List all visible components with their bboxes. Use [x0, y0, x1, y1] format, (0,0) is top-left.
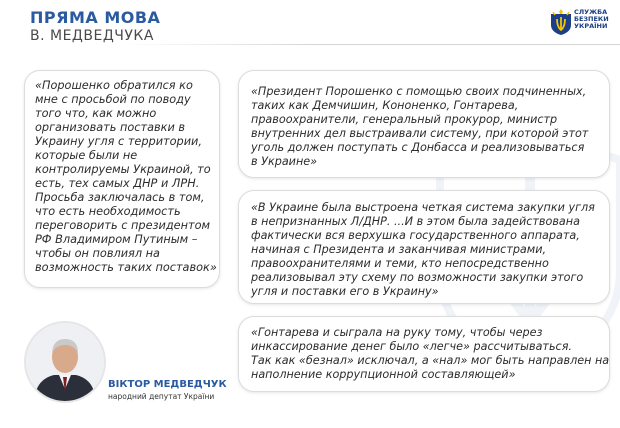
quote-line: уголь должен поступать с Донбасса и реализовываться: [251, 141, 585, 154]
person-name: ВІКТОР МЕДВЕДЧУК: [108, 379, 227, 390]
quote-line: переговорить с президентом: [35, 219, 211, 232]
quote-line: правоохранители, генеральный прокурор, министр: [251, 113, 558, 126]
logo-line: БЕЗПЕКИ: [574, 15, 609, 23]
quote-line: организовать поставки в: [35, 121, 186, 134]
quote-line: контролируемы Украиной, то: [35, 163, 211, 176]
quote-line: которые были не: [35, 149, 138, 162]
logo-line: СЛУЖБА: [574, 8, 608, 16]
person-photo-icon: [26, 323, 104, 401]
trident-shield-icon: [550, 8, 572, 36]
logo-line: УКРАЇНИ: [574, 22, 608, 30]
quote-line: что есть необходимость: [35, 205, 181, 218]
quote-card-left: [24, 70, 220, 288]
quote-line: начиная с Президента и заканчивая министрами,: [251, 243, 547, 256]
header-divider: [120, 44, 620, 45]
quote-line: РФ Владимиром Путиным –: [35, 233, 198, 246]
page-title: ПРЯМА МОВА: [30, 8, 161, 27]
quote-line: таких как Демчишин, Кононенко, Гонтарева,: [251, 99, 519, 112]
quote-line: угля и поставки его в Украину»: [251, 285, 439, 298]
quote-card-right-2: [238, 190, 610, 304]
quote-line: «Президент Порошенко с помощью своих подчиненных,: [251, 85, 587, 98]
quote-line: возможность таких поставок»: [35, 261, 217, 274]
person-role: народний депутат України: [108, 392, 215, 401]
quote-line: «Гонтарева и сыграла на руку тому, чтобы через: [251, 326, 543, 339]
quote-line: Украину угля с территории,: [35, 135, 202, 148]
quote-line: того что, как можно: [35, 107, 157, 120]
sbu-logo: [550, 8, 614, 38]
quote-line: наполнение коррупционной составляющей»: [251, 368, 516, 381]
quote-card-right-3: [238, 316, 610, 392]
quote-line: чтобы он повлиял на: [35, 247, 160, 260]
quote-line: есть, тех самых ДНР и ЛРН.: [35, 177, 200, 190]
quote-line: Так как «безнал» исключал, а «нал» мог быть направлен на: [251, 354, 610, 367]
quote-line: «В Украине была выстроена четкая система закупки угля: [251, 201, 595, 214]
avatar: [26, 323, 104, 401]
quote-line: правоохранителями и теми, кто непосредственно: [251, 257, 549, 270]
quote-line: в непризнанных Л/ДНР. ...И в этом была задействована: [251, 215, 580, 228]
logo-text: [574, 9, 609, 30]
quote-line: инкассирование денег было «легче» рассчитываться.: [251, 340, 572, 353]
page-subtitle: В. МЕДВЕДЧУКА: [30, 28, 154, 44]
quote-line: «Порошенко обратился ко: [35, 79, 193, 92]
quote-line: внутренних дел выстраивали систему, при которой этот: [251, 127, 589, 140]
quote-line: реализовывал эту схему по возможности закупки этого: [251, 271, 584, 284]
quote-line: фактически вся верхушка государственного аппарата,: [251, 229, 580, 242]
quote-line: мне с просьбой по поводу: [35, 93, 191, 106]
quote-card-right-1: [238, 70, 610, 178]
quote-line: Просьба заключалась в том,: [35, 191, 205, 204]
quote-line: в Украине»: [251, 155, 318, 168]
